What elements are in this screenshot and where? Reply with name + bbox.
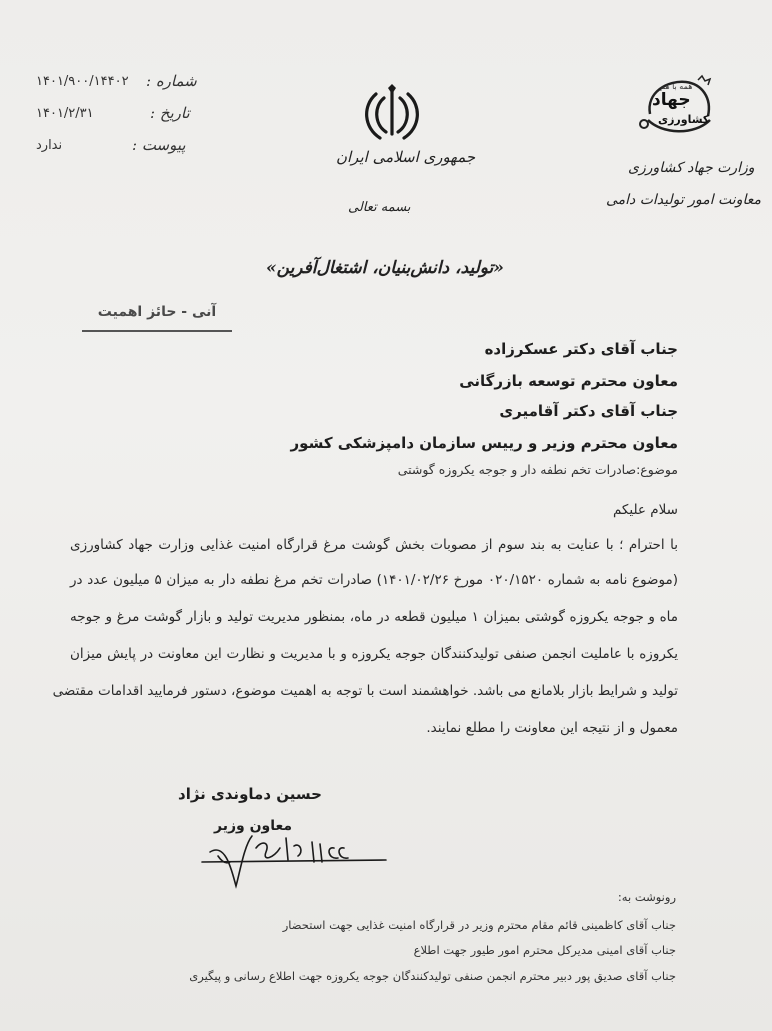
greeting: سلام علیکم <box>612 502 678 518</box>
body-line-2: (موضوع نامه به شماره ۰۲۰/۱۵۲۰ مورخ ۱۴۰۱/۰۲/۲۶) صادرات تخم مرغ نطفه دار به میزان ۵ میلیون عدد در <box>70 572 678 588</box>
cc-line-2: جناب آقای امینی مدیرکل محترم امور طیور جهت اطلاع <box>413 943 676 957</box>
logo-small-text: همه با هم <box>660 82 693 91</box>
cc-label: رونوشت به: <box>617 890 676 904</box>
country-name: جمهوری اسلامی ایران <box>336 148 476 166</box>
addressee-2: معاون محترم توسعه بازرگانی <box>459 372 678 390</box>
iran-emblem-icon <box>360 84 424 144</box>
attachment-label: پیوست : <box>132 136 186 154</box>
addressee-3: جناب آقای دکتر آقامیری <box>499 402 678 420</box>
signatory-name: حسین دماوندی نژاد <box>178 785 322 803</box>
subject-line: موضوع:صادرات تخم نطفه دار و جوجه یکروزه گوشتی <box>397 462 678 477</box>
date-label: تاریخ : <box>150 104 190 122</box>
logo-main-text: جهاد <box>652 90 691 110</box>
bismillah: بسمه تعالی <box>348 200 411 215</box>
signatory-title: معاون وزیر <box>214 818 293 834</box>
ministry-name: وزارت جهاد کشاورزی <box>628 160 755 176</box>
number-label: شماره : <box>146 72 197 90</box>
priority-stamp: آنی - حائز اهمیت <box>82 304 232 332</box>
deputy-name: معاونت امور تولیدات دامی <box>606 192 761 208</box>
addressee-1: جناب آقای دکتر عسکرزاده <box>484 340 678 358</box>
slogan: «تولید، دانش‌بنیان، اشتغال‌آفرین» <box>266 258 504 278</box>
cc-line-1: جناب آقای کاظمینی قائم مقام محترم وزیر در قرارگاه امنیت غذایی جهت استحضار <box>282 918 676 932</box>
body-line-6: معمول و از نتیجه این معاونت را مطلع نمایند. <box>426 720 678 736</box>
body-line-4: یکروزه با عاملیت انجمن صنفی تولیدکنندگان جوجه یکروزه و با مدیریت و نظارت این معاونت در پایش میزان <box>70 646 678 662</box>
attachment-value: ندارد <box>36 138 63 153</box>
handwritten-signature <box>196 812 396 894</box>
date-value: ۱۴۰۱/۲/۳۱ <box>36 106 94 121</box>
number-value: ۱۴۰۱/۹۰۰/۱۴۴۰۲ <box>36 74 129 89</box>
body-line-5: تولید و شرایط بازار بلامانع می باشد. خواهشمند است با توجه به اهمیت موضوع، دستور فرمایید اقدامات مقتضی <box>52 683 678 699</box>
cc-line-3: جناب آقای صدیق پور دبیر محترم انجمن صنفی تولیدکنندگان جوجه یکروزه جهت اطلاع رسانی و پیگیری <box>189 969 676 983</box>
logo-sub-text: کشاورزی <box>658 113 710 126</box>
body-line-3: ماه و جوجه یکروزه گوشتی بمیزان ۱ میلیون قطعه در ماه، بمنظور مدیریت تولید و بازار گوشت مرغ و جوجه <box>70 609 679 625</box>
addressee-4: معاون محترم وزیر و رییس سازمان دامپزشکی کشور <box>290 434 678 452</box>
body-line-1: با احترام ؛ با عنایت به بند سوم از مصوبات بخش گوشت مرغ قرارگاه امنیت غذایی وزارت جهاد کشاورزی <box>70 537 678 553</box>
